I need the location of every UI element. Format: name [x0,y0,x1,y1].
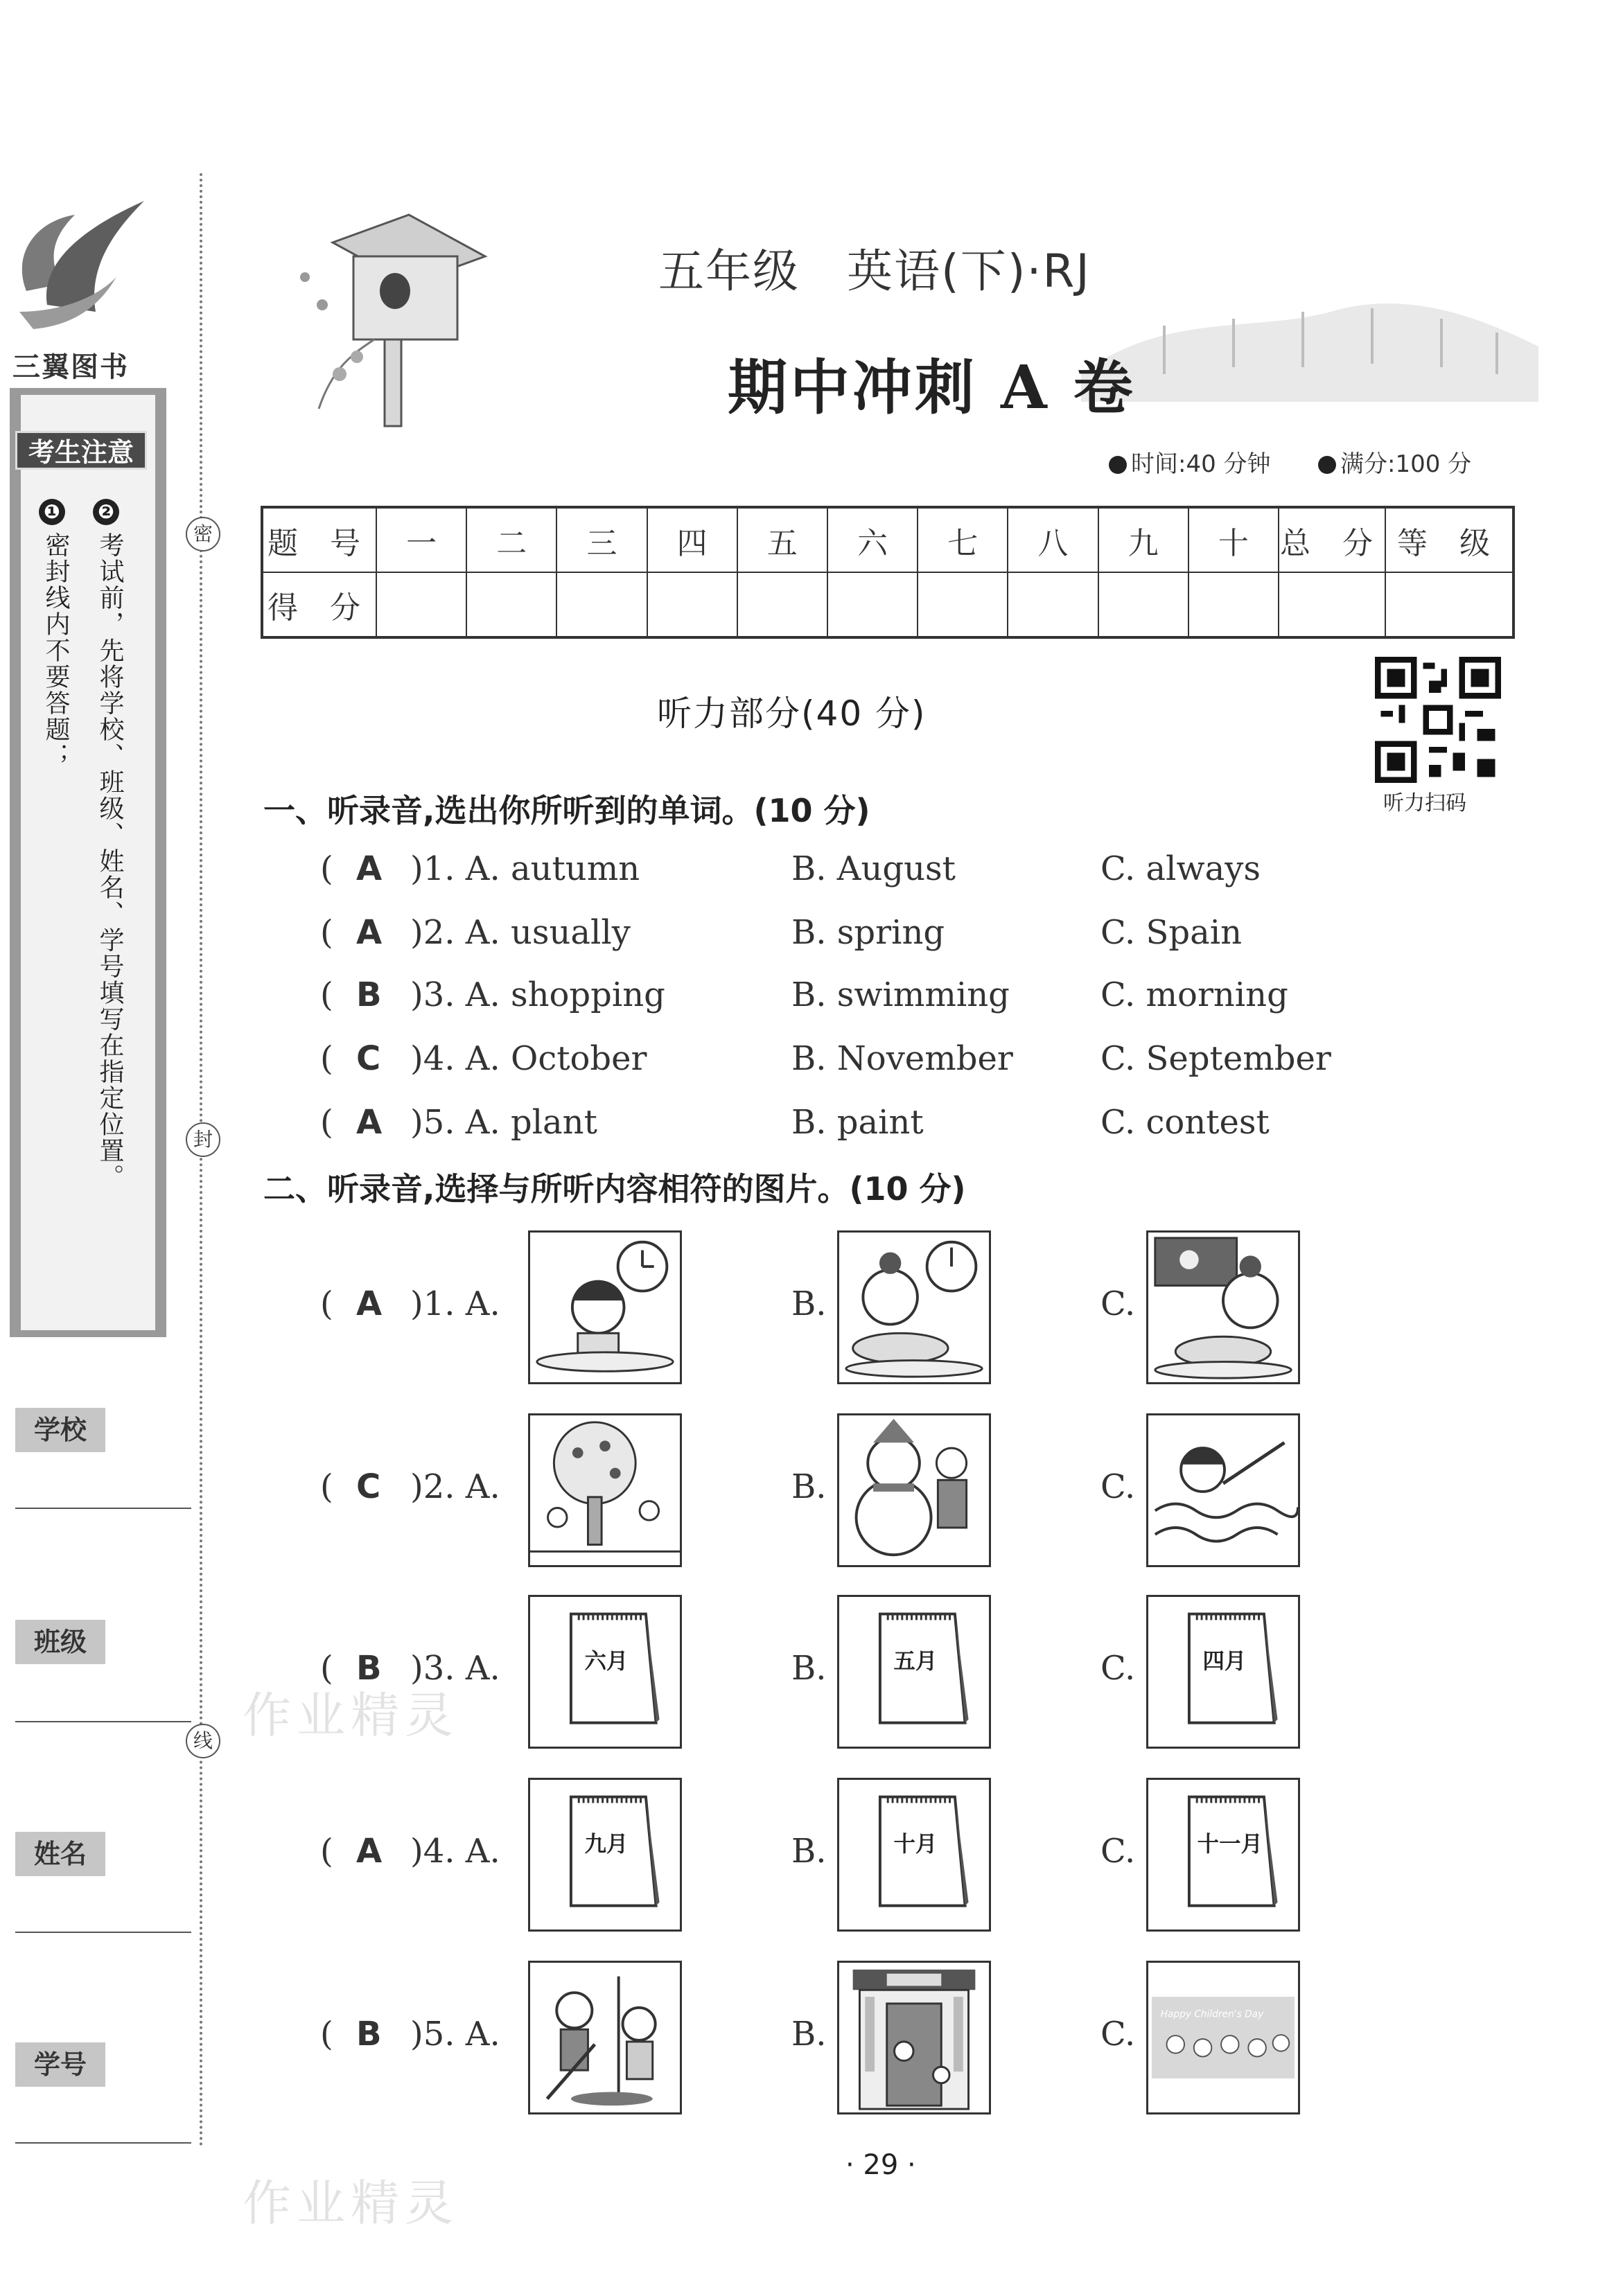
calendar-month: 六月 [584,1649,629,1675]
grade-subject: 五年级 英语(下)·RJ [658,245,1091,298]
option-a: )5. A. plant [410,1103,597,1142]
question-2-1: ( A )1. A. B. C. [320,1230,1401,1390]
col-label: 题 号 [262,507,376,572]
option-b-label: B. [791,1832,827,1871]
qr-code-icon[interactable] [1375,657,1501,783]
score-cell[interactable] [376,572,466,637]
picture-calendar-september[interactable] [528,1778,682,1932]
col-10: 十 [1188,507,1279,572]
col-3: 三 [556,507,647,572]
option-b: B. paint [791,1103,924,1142]
note-1 [39,499,72,823]
picture-swimming[interactable] [1146,1413,1300,1567]
seal-line [200,173,202,2148]
calendar-month: 四月 [1202,1649,1247,1675]
name-field[interactable] [15,1932,191,1933]
time-limit [1109,445,1271,479]
answer: C [356,1467,381,1506]
page-number: · 29 · [845,2149,916,2181]
option-a-label: )3. A. [410,1649,500,1688]
option-c-label: C. [1100,1467,1136,1506]
option-a-label: )5. A. [410,2015,500,2054]
score-cell[interactable] [1008,572,1098,637]
listening-part-title: 听力部分(40 分) [657,694,927,734]
option-a: )2. A. usually [410,913,631,952]
col-8: 八 [1008,507,1098,572]
answer: A [356,1284,383,1323]
option-c: C. contest [1100,1103,1270,1142]
score-cell[interactable] [918,572,1008,637]
score-cell[interactable] [556,572,647,637]
answer: B [356,2015,382,2054]
seal-xian: 线 [186,1724,220,1758]
picture-calendar-june[interactable] [528,1595,682,1749]
school-field[interactable] [15,1508,191,1509]
score-table-header-row [262,507,1514,572]
option-b-label: B. [791,1284,827,1323]
score-text: 满分:100 分 [1340,450,1472,478]
score-cell[interactable] [1385,572,1514,637]
publisher-logo [6,173,158,339]
calendar-month: 五月 [893,1649,938,1675]
question-1-2: ( A )2. A. usually B. spring C. Spain [320,913,1243,952]
score-table-score-row [262,572,1514,637]
col-9: 九 [1098,507,1188,572]
picture-picking-apples[interactable] [528,1413,682,1567]
name-label: 姓名 [15,1832,105,1876]
option-a: )3. A. shopping [410,975,665,1014]
col-2: 二 [466,507,556,572]
question-2-2: ( C )2. A. B. C. [320,1413,1401,1573]
calendar-month: 十月 [893,1832,938,1857]
banner-text: Happy Children's Day [1160,2008,1264,2020]
option-a-label: )1. A. [410,1284,500,1323]
answer: A [356,1832,383,1871]
class-field[interactable] [15,1721,191,1722]
brand-name: 三翼图书 [12,351,129,383]
question-1-4: ( C )4. A. October B. November C. September [320,1039,1331,1078]
option-c: C. always [1100,849,1261,888]
option-b-label: B. [791,1649,827,1688]
picture-calendar-may[interactable] [837,1595,991,1749]
watermark: 作业精灵 [243,2175,459,2232]
note-2-number: ❷ [93,499,119,525]
col-1: 一 [376,507,466,572]
picture-girl-eating-night[interactable] [1146,1230,1300,1384]
qr-label: 听力扫码 [1383,791,1466,815]
score-cell[interactable] [647,572,737,637]
score-cell[interactable] [737,572,827,637]
option-a-label: )2. A. [410,1467,500,1506]
picture-calendar-april[interactable] [1146,1595,1300,1749]
calendar-month: 十一月 [1197,1832,1263,1857]
picture-calendar-november[interactable] [1146,1778,1300,1932]
question-1-1: ( A )1. A. autumn B. August C. always [320,849,1261,888]
score-cell[interactable] [1098,572,1188,637]
section-1-title: 一、听录音,选出你所听到的单词。(10 分) [263,792,870,829]
option-a: )1. A. autumn [410,849,640,888]
picture-childrens-day[interactable] [1146,1961,1300,2114]
clock-icon [1109,456,1127,474]
score-cell[interactable] [1188,572,1279,637]
section-2-title: 二、听录音,选择与所听内容相符的图片。(10 分) [263,1170,966,1208]
check-icon [1318,456,1336,474]
option-c-label: C. [1100,1832,1136,1871]
option-a-label: )4. A. [410,1832,500,1871]
picture-planting-trees[interactable] [528,1961,682,2114]
time-text: 时间:40 分钟 [1131,450,1271,478]
question-2-5: ( B )5. A. B. C. Happy Children's Day [320,1961,1401,2120]
answer: A [356,913,383,952]
seal-feng: 封 [186,1122,220,1157]
exam-title: 期中冲刺 A 卷 [728,353,1136,423]
option-b-label: B. [791,1467,827,1506]
option-c: C. September [1100,1039,1331,1078]
answer: C [356,1039,381,1078]
score-cell[interactable] [466,572,556,637]
col-grade: 等 级 [1385,507,1514,572]
col-4: 四 [647,507,737,572]
picture-boy-eating-morning[interactable] [528,1230,682,1384]
option-b: B. August [791,849,956,888]
picture-calendar-october[interactable] [837,1778,991,1932]
question-2-4: ( A )4. A. 九月 B. 十月 C. 十一月 [320,1778,1401,1937]
question-1-3: ( B )3. A. shopping B. swimming C. morning [320,975,1288,1014]
class-label: 班级 [15,1620,105,1664]
option-b: B. spring [791,913,945,952]
note-1-number: ❶ [39,499,65,525]
notice-title: 考生注意 [15,431,147,470]
full-score [1318,445,1471,479]
winter-landscape-decoration [1081,270,1538,402]
picture-spring-festival-door[interactable] [837,1961,991,2114]
watermark: 作业精灵 [243,1687,459,1744]
col-6: 六 [827,507,918,572]
option-b-label: B. [791,2015,827,2054]
question-2-3: ( B )3. A. 六月 B. 五月 C. 四月 [320,1595,1401,1754]
score-table [261,506,1515,639]
score-row-label: 得 分 [262,572,376,637]
option-a: )4. A. October [410,1039,647,1078]
option-b: B. November [791,1039,1013,1078]
birdhouse-illustration [291,201,492,430]
school-label: 学校 [15,1408,105,1452]
note-2 [93,499,126,1322]
note-1-text: 密封线内不要答题； [42,532,70,769]
col-7: 七 [918,507,1008,572]
option-c-label: C. [1100,1649,1136,1688]
student-id-field[interactable] [15,2142,191,2144]
seal-mi: 密 [186,517,220,551]
col-5: 五 [737,507,827,572]
score-cell[interactable] [827,572,918,637]
picture-snowman[interactable] [837,1413,991,1567]
calendar-month: 九月 [584,1832,629,1857]
score-cell[interactable] [1279,572,1385,637]
option-c-label: C. [1100,1284,1136,1323]
question-1-5: ( A )5. A. plant B. paint C. contest [320,1103,1270,1142]
note-2-text: 考试前，先将学校、班级、姓名、学号填写在指定位置。 [96,532,124,1190]
student-id-label: 学号 [15,2042,105,2087]
option-c-label: C. [1100,2015,1136,2054]
answer: B [356,1649,382,1688]
col-total: 总 分 [1279,507,1385,572]
option-b: B. swimming [791,975,1010,1014]
option-c: C. Spain [1100,913,1243,952]
picture-girl-eating-noon[interactable] [837,1230,991,1384]
answer: B [356,975,382,1014]
option-c: C. morning [1100,975,1288,1014]
answer: A [356,1103,383,1142]
answer: A [356,849,383,888]
